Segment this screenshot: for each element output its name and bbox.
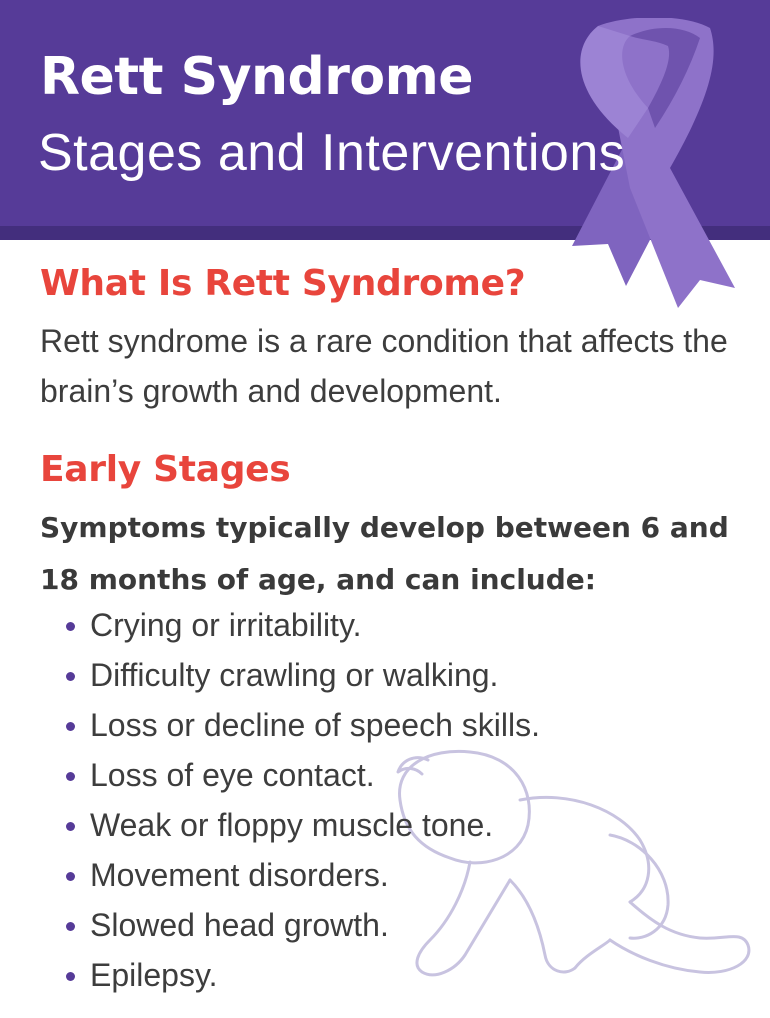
bullet-icon [66, 622, 75, 631]
early-stages-lead: Symptoms typically develop between 6 and 18 months of age, and can include: [40, 511, 729, 596]
list-item: Slowed head growth. [64, 900, 540, 950]
bullet-icon [66, 672, 75, 681]
bullet-icon [66, 822, 75, 831]
what-is-body: Rett syndrome is a rare condition that affects the brain’s growth and development. [40, 323, 728, 409]
early-stages-heading: Early Stages [40, 449, 291, 490]
baby-knee [575, 940, 610, 968]
list-item: Loss of eye contact. [64, 750, 540, 800]
bullet-icon [66, 972, 75, 981]
bullet-icon [66, 772, 75, 781]
list-item: Crying or irritability. [64, 600, 540, 650]
list-item: Movement disorders. [64, 850, 540, 900]
list-item: Epilepsy. [64, 950, 540, 1000]
list-item: Loss or decline of speech skills. [64, 700, 540, 750]
what-is-heading: What Is Rett Syndrome? [40, 263, 526, 304]
baby-diaper [610, 835, 668, 938]
bullet-icon [66, 872, 75, 881]
page-subtitle: Stages and Interventions [38, 124, 626, 182]
list-item: Difficulty crawling or walking. [64, 650, 540, 700]
page-title: Rett Syndrome [40, 47, 474, 107]
bullet-icon [66, 722, 75, 731]
bullet-icon [66, 922, 75, 931]
symptom-list [64, 600, 540, 1000]
list-item: Weak or floppy muscle tone. [64, 800, 540, 850]
